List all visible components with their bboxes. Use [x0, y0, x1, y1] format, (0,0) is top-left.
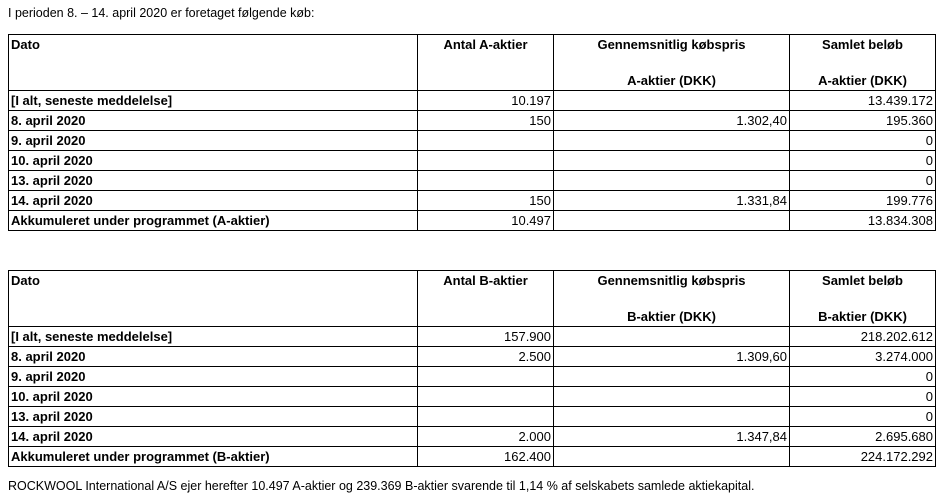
- row-price: 1.309,60: [554, 347, 790, 367]
- table-row: [9, 91, 936, 111]
- row-date: 9. april 2020: [9, 367, 418, 387]
- row-total: 3.274.000: [790, 347, 936, 367]
- row-date: 8. april 2020: [9, 111, 418, 131]
- row-total: 2.695.680: [790, 427, 936, 447]
- row-price: [554, 327, 790, 347]
- row-date: Akkumuleret under programmet (A-aktier): [9, 211, 418, 231]
- row-total: 13.834.308: [790, 211, 936, 231]
- row-total: 0: [790, 367, 936, 387]
- row-date: Akkumuleret under programmet (B-aktier): [9, 447, 418, 467]
- row-date: 10. april 2020: [9, 151, 418, 171]
- row-shares: 157.900: [418, 327, 554, 347]
- row-total: 224.172.292: [790, 447, 936, 467]
- row-total: 0: [790, 131, 936, 151]
- header-total: Samlet beløb B-aktier (DKK): [790, 271, 936, 327]
- header-avg-price: Gennemsnitlig købspris A-aktier (DKK): [554, 35, 790, 91]
- row-total: 195.360: [790, 111, 936, 131]
- table-header-row: [9, 271, 936, 327]
- header-shares: Antal A-aktier: [418, 35, 554, 91]
- row-date: 13. april 2020: [9, 407, 418, 427]
- row-date: [I alt, seneste meddelelse]: [9, 91, 418, 111]
- row-price: [554, 151, 790, 171]
- row-shares: [418, 151, 554, 171]
- table-row-accumulated: [9, 447, 936, 467]
- row-price: [554, 447, 790, 467]
- row-shares: [418, 131, 554, 151]
- row-price: [554, 211, 790, 231]
- table-row: [9, 427, 936, 447]
- row-price: [554, 171, 790, 191]
- row-date: 9. april 2020: [9, 131, 418, 151]
- table-row-accumulated: [9, 211, 936, 231]
- row-shares: 2.500: [418, 347, 554, 367]
- row-shares: 10.497: [418, 211, 554, 231]
- row-total: 218.202.612: [790, 327, 936, 347]
- table-row: [9, 171, 936, 191]
- row-shares: [418, 367, 554, 387]
- row-date: 14. april 2020: [9, 191, 418, 211]
- row-shares: 2.000: [418, 427, 554, 447]
- b-shares-table: [8, 270, 936, 467]
- row-shares: 150: [418, 111, 554, 131]
- row-date: 14. april 2020: [9, 427, 418, 447]
- row-date: 10. april 2020: [9, 387, 418, 407]
- row-date: [I alt, seneste meddelelse]: [9, 327, 418, 347]
- row-shares: 150: [418, 191, 554, 211]
- row-shares: 162.400: [418, 447, 554, 467]
- table-row: [9, 191, 936, 211]
- row-shares: [418, 171, 554, 191]
- row-total: 199.776: [790, 191, 936, 211]
- header-total: Samlet beløb A-aktier (DKK): [790, 35, 936, 91]
- row-price: 1.331,84: [554, 191, 790, 211]
- row-date: 8. april 2020: [9, 347, 418, 367]
- row-total: 0: [790, 407, 936, 427]
- header-shares: Antal B-aktier: [418, 271, 554, 327]
- row-price: [554, 387, 790, 407]
- header-date: Dato: [9, 35, 418, 91]
- table-row: [9, 347, 936, 367]
- table-row: [9, 131, 936, 151]
- table-row: [9, 387, 936, 407]
- row-price: [554, 91, 790, 111]
- header-avg-price: Gennemsnitlig købspris B-aktier (DKK): [554, 271, 790, 327]
- row-price: [554, 407, 790, 427]
- row-shares: [418, 407, 554, 427]
- row-date: 13. april 2020: [9, 171, 418, 191]
- row-shares: 10.197: [418, 91, 554, 111]
- header-date: Dato: [9, 271, 418, 327]
- table-row: [9, 367, 936, 387]
- intro-text: I perioden 8. – 14. april 2020 er foretaget følgende køb:: [8, 6, 315, 20]
- table-header-row: [9, 35, 936, 91]
- ownership-summary-text: ROCKWOOL International A/S ejer herefter 10.497 A-aktier og 239.369 B-aktier svarende til 1,14 % af selskabets samlede aktiekapital.: [8, 479, 755, 493]
- row-price: 1.347,84: [554, 427, 790, 447]
- row-price: [554, 367, 790, 387]
- table-row: [9, 111, 936, 131]
- row-shares: [418, 387, 554, 407]
- row-price: [554, 131, 790, 151]
- table-row: [9, 327, 936, 347]
- a-shares-table: [8, 34, 936, 231]
- table-row: [9, 407, 936, 427]
- row-total: 0: [790, 171, 936, 191]
- row-total: 0: [790, 151, 936, 171]
- row-total: 0: [790, 387, 936, 407]
- row-total: 13.439.172: [790, 91, 936, 111]
- table-row: [9, 151, 936, 171]
- row-price: 1.302,40: [554, 111, 790, 131]
